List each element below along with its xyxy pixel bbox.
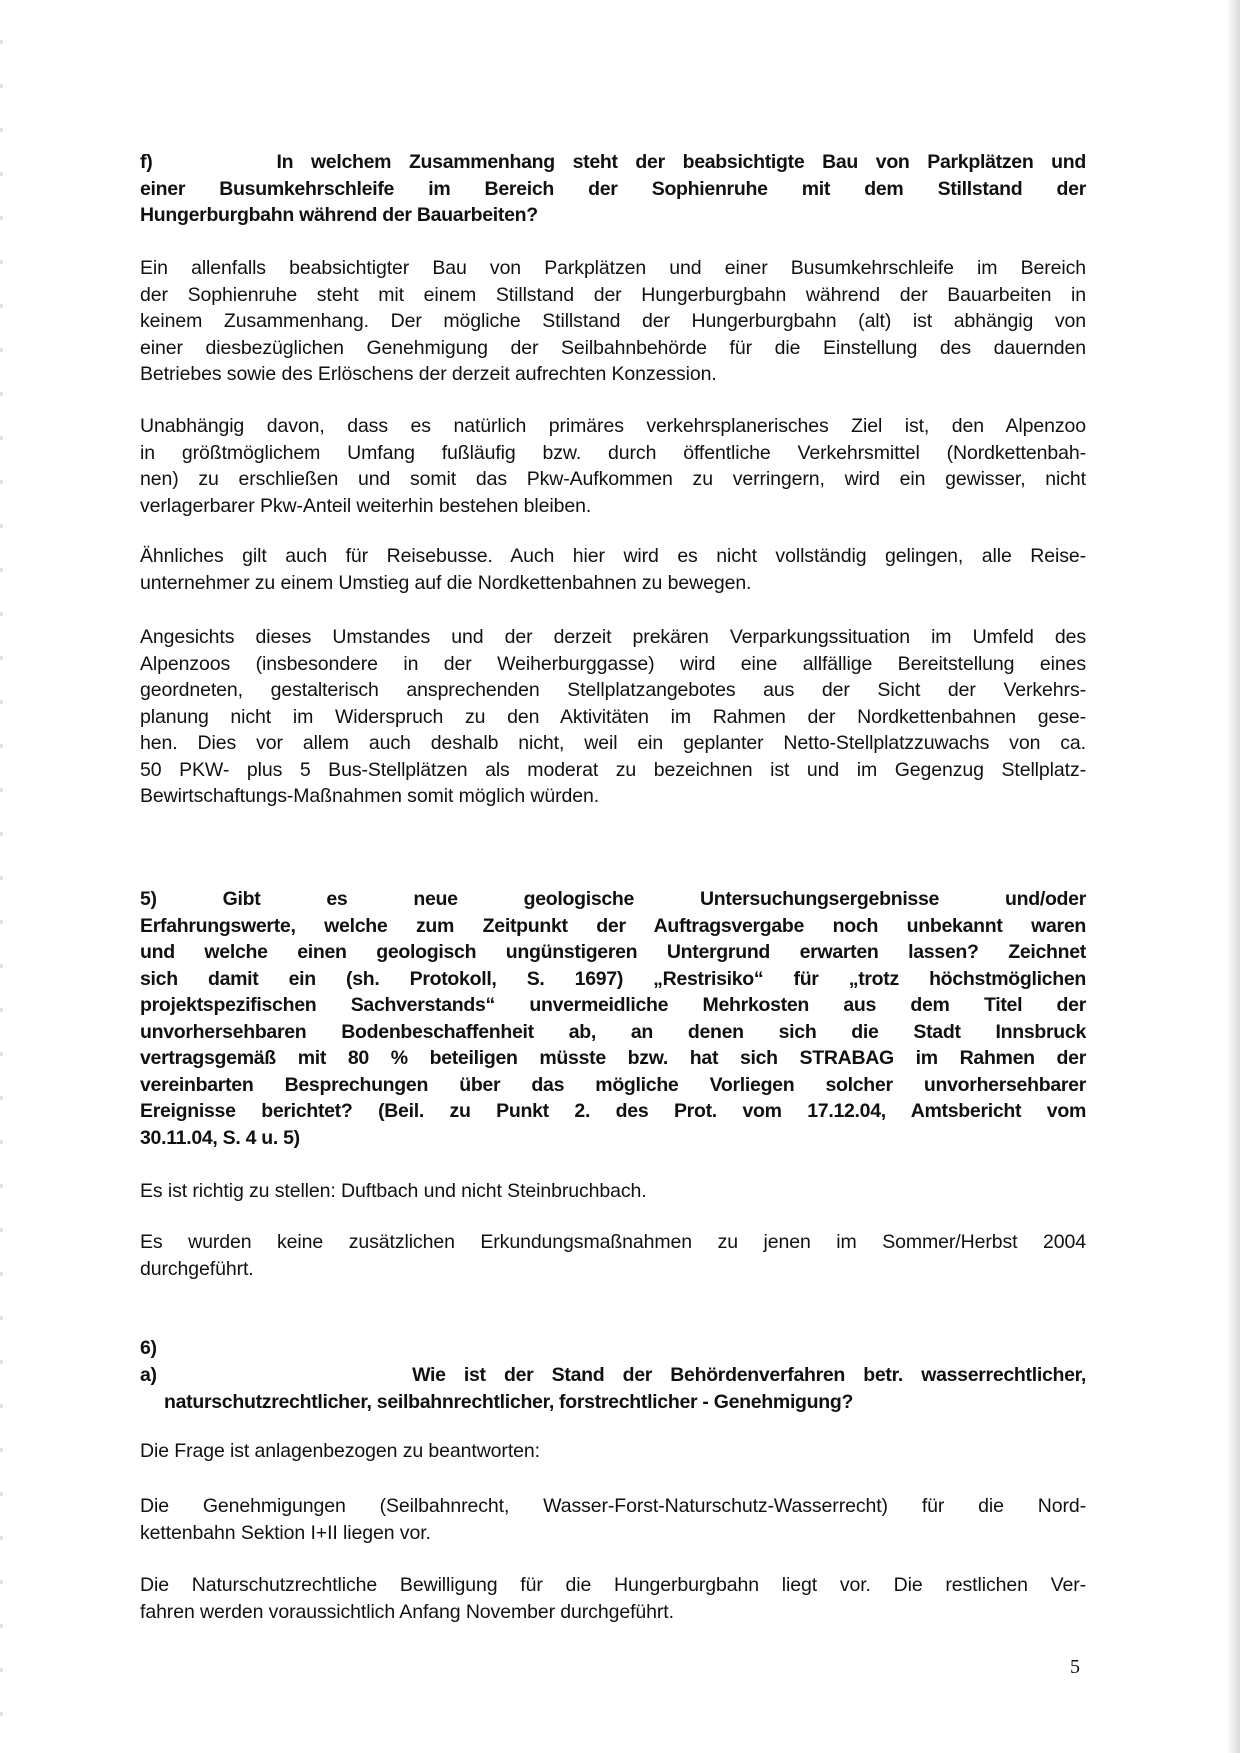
text-line: 50 PKW- plus 5 Bus-Stellplätzen als moderat zu bezeichnen ist und im Gegenzug Stellplatz- [140, 758, 1086, 781]
text-line: naturschutzrechtlicher, seilbahnrechtlicher, forstrechtlicher - Genehmigung? [164, 1390, 854, 1413]
text-line: Betriebes sowie des Erlöschens der derzeit aufrechten Konzession. [140, 363, 717, 385]
text-line: Ein allenfalls beabsichtigter Bau von Parkplätzen und einer Busumkehrschleife im Bereich [140, 257, 1086, 279]
answer-6a-paragraph-1 [140, 1438, 1086, 1465]
text-line: Erfahrungswerte, welche zum Zeitpunkt der Auftragsvergabe noch unbekannt waren [140, 914, 1086, 937]
text-line: planung nicht im Widerspruch zu den Aktivitäten im Rahmen der Nordkettenbahnen gese- [140, 705, 1086, 728]
text-line: f) In welchem Zusammenhang steht der beabsichtigte Bau von Parkplätzen und [140, 151, 1086, 173]
text-line: Unabhängig davon, dass es natürlich primäres verkehrsplanerisches Ziel ist, den Alpenzoo [140, 415, 1086, 437]
text-line: vertragsgemäß mit 80 % beteiligen müsste bzw. hat sich STRABAG im Rahmen der [140, 1047, 1086, 1069]
text-line: Ereignisse berichtet? (Beil. zu Punkt 2. des Prot. vom 17.12.04, Amtsbericht vom [140, 1100, 1086, 1122]
text-line: Die Frage ist anlagenbezogen zu beantworten: [140, 1440, 540, 1462]
text-line: Bewirtschaftungs-Maßnahmen somit möglich würden. [140, 785, 600, 807]
text-line: Es wurden keine zusätzlichen Erkundungsmaßnahmen zu jenen im Sommer/Herbst 2004 [140, 1231, 1086, 1253]
text-line: 30.11.04, S. 4 u. 5) [140, 1126, 300, 1149]
answer-6a-paragraph-2 [140, 1493, 1086, 1546]
scan-edge-right [1226, 0, 1240, 1753]
text-line: und welche einen geologisch ungünstigeren Untergrund erwarten lassen? Zeichnet [140, 941, 1086, 963]
scan-edge-left [0, 0, 3, 1753]
question-6a-heading [140, 1362, 1086, 1415]
text-line: a) Wie ist der Stand der Behördenverfahren betr. wasserrechtlicher, [140, 1364, 1086, 1386]
text-line: sich damit ein (sh. Protokoll, S. 1697) „Restrisiko“ für „trotz höchstmöglichen [140, 967, 1086, 990]
text-line: einer diesbezüglichen Genehmigung der Seilbahnbehörde für die Einstellung des dauernden [140, 336, 1086, 359]
answer-f-paragraph-2 [140, 413, 1086, 519]
question-5-heading [140, 886, 1086, 1151]
text-line: geordneten, gestalterisch ansprechenden Stellplatzangebotes aus der Sicht der Verkehrs- [140, 679, 1086, 701]
text-line: Es ist richtig zu stellen: Duftbach und nicht Steinbruchbach. [140, 1180, 647, 1202]
text-line: der Sophienruhe steht mit einem Stillstand der Hungerburgbahn während der Bauarbeiten in [140, 283, 1086, 306]
text-line: vereinbarten Besprechungen über das mögliche Vorliegen solcher unvorhersehbarer [140, 1073, 1086, 1096]
answer-f-paragraph-1 [140, 255, 1086, 388]
text-line: nen) zu erschließen und somit das Pkw-Aufkommen zu verringern, wird ein gewisser, nicht [140, 468, 1086, 490]
text-line: hen. Dies vor allem auch deshalb nicht, weil ein geplanter Netto-Stellplatzzuwachs von ca. [140, 732, 1086, 754]
page-number: 5 [1070, 1656, 1080, 1678]
question-6-number [140, 1335, 1086, 1362]
text-line: Die Genehmigungen (Seilbahnrecht, Wasser-Forst-Naturschutz-Wasserrecht) für die Nord- [140, 1495, 1086, 1517]
answer-5-paragraph-2 [140, 1229, 1086, 1282]
text-line: unternehmer zu einem Umstieg auf die Nordkettenbahnen zu bewegen. [140, 571, 752, 594]
text-line: verlagerbarer Pkw-Anteil weiterhin bestehen bleiben. [140, 494, 592, 517]
answer-f-paragraph-4 [140, 624, 1086, 810]
text-line: Angesichts dieses Umstandes und der derzeit prekären Verparkungssituation im Umfeld des [140, 626, 1086, 648]
text-line: Hungerburgbahn während der Bauarbeiten? [140, 204, 538, 226]
text-line: fahren werden voraussichtlich Anfang November durchgeführt. [140, 1600, 674, 1623]
text-line: 6) [140, 1337, 157, 1359]
question-f-heading [140, 149, 1086, 229]
text-line: 5) Gibt es neue geologische Untersuchungsergebnisse und/oder [140, 888, 1086, 910]
text-line: keinem Zusammenhang. Der mögliche Stillstand der Hungerburgbahn (alt) ist abhängig von [140, 310, 1086, 332]
text-line: kettenbahn Sektion I+II liegen vor. [140, 1521, 431, 1544]
text-line: unvorhersehbaren Bodenbeschaffenheit ab, an denen sich die Stadt Innsbruck [140, 1020, 1086, 1043]
text-line: Ähnliches gilt auch für Reisebusse. Auch hier wird es nicht vollständig gelingen, alle Reise- [140, 545, 1086, 567]
answer-6a-paragraph-3 [140, 1572, 1086, 1625]
text-line: Alpenzoos (insbesondere in der Weiherburggasse) wird eine allfällige Bereitstellung eines [140, 652, 1086, 675]
text-line: projektspezifischen Sachverstands“ unvermeidliche Mehrkosten aus dem Titel der [140, 994, 1086, 1016]
text-line: einer Busumkehrschleife im Bereich der Sophienruhe mit dem Stillstand der [140, 177, 1086, 200]
text-line: Die Naturschutzrechtliche Bewilligung für die Hungerburgbahn liegt vor. Die restlichen Ver- [140, 1574, 1086, 1596]
text-line: in größtmöglichem Umfang fußläufig bzw. durch öffentliche Verkehrsmittel (Nordkettenbah- [140, 441, 1086, 464]
answer-5-paragraph-1 [140, 1178, 1086, 1205]
answer-f-paragraph-3 [140, 543, 1086, 596]
text-line: durchgeführt. [140, 1257, 254, 1280]
